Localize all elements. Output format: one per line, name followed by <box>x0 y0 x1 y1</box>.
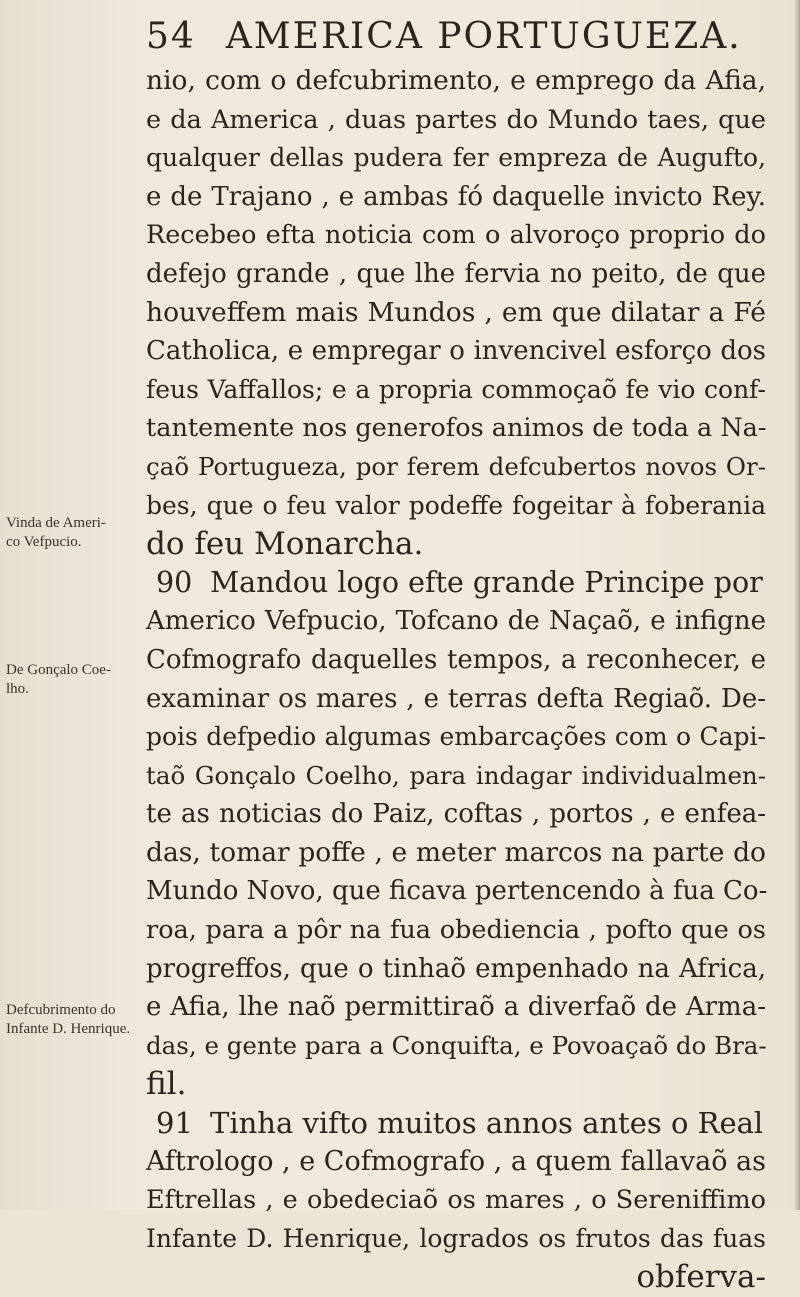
page-edge-shadow <box>794 0 800 1210</box>
marginal-note-infante-henrique <box>6 1001 130 1039</box>
text-line: examinar os mares , e terras defta Regiaõ. De- <box>146 683 766 714</box>
text-line: Aftrologo , e Cofmografo , a quem fallavaõ as <box>146 1145 766 1177</box>
marginal-note-goncalo-coelho <box>6 661 111 699</box>
running-title: AMERICA PORTUGUEZA. <box>225 16 742 57</box>
text-line: roa, para a pôr na fua obediencia , pofto que os <box>146 915 766 946</box>
page-body-text <box>146 62 766 1297</box>
text-line: Mundo Novo, que ficava pertencendo à fua Co- <box>146 876 768 907</box>
text-line: do feu Monarcha. <box>146 526 424 563</box>
paragraph-start-line <box>146 1104 766 1143</box>
paragraph-number: 90 <box>156 565 193 599</box>
text-line: das, e gente para a Conquifta, e Povoaçaõ do Bra- <box>146 1030 767 1060</box>
text-line: progreffos, que o tinhaõ empenhado na Africa, <box>146 953 766 984</box>
paragraph-number: 91 <box>156 1106 193 1141</box>
marginal-note-line: co Vefpucio. <box>6 534 82 550</box>
running-header <box>146 16 786 57</box>
marginal-note-line: Vinda de Ameri- <box>6 515 106 531</box>
text-line: tantemente nos generofos animos de toda a Na- <box>146 413 767 444</box>
marginal-note-line: Defcubrimento do <box>6 1002 116 1018</box>
text-line: fil. <box>146 1066 187 1103</box>
text-line: Tinha vifto muitos annos antes o Real <box>210 1106 764 1141</box>
text-line: e Afia, lhe naõ permittiraõ a diverfaõ de Arma- <box>146 992 766 1023</box>
marginal-note-line: lho. <box>6 681 29 697</box>
text-line: Eftrellas , e obedeciaõ os mares , o Sereniffimo <box>146 1185 766 1216</box>
text-line: Americo Vefpucio, Tofcano de Naçaõ, e infigne <box>146 606 766 637</box>
marginal-note-line: De Gonçalo Coe- <box>6 662 111 678</box>
text-line: qualquer dellas pudera fer empreza de Augufto, <box>146 143 766 173</box>
text-line: Infante D. Henrique, logrados os frutos das fuas <box>146 1223 766 1253</box>
text-line: defejo grande , que lhe fervia no peito, de que <box>146 258 766 289</box>
text-line: houveffem mais Mundos , em que dilatar a Fé <box>146 296 766 328</box>
text-line: Catholica, e empregar o invencivel esforço dos <box>146 336 766 367</box>
text-line: feus Vaffallos; e a propria commoçaõ fe vio conf- <box>146 374 766 404</box>
text-line: Cofmografo daquelles tempos, a reconhecer, e <box>146 644 766 675</box>
text-line: pois defpedio algumas embarcações com o Capi- <box>146 722 766 752</box>
text-line: çaõ Portugueza, por ferem defcubertos novos Or- <box>146 451 766 481</box>
text-line: te as noticias do Paiz, coftas , portos , e enfea- <box>146 799 766 830</box>
text-line: Mandou logo efte grande Principe por <box>210 565 763 599</box>
marginal-note-line: Infante D. Henrique. <box>6 1021 131 1037</box>
text-line: bes, que o feu valor podeffe fogeitar à foberania <box>146 490 766 520</box>
paragraph-start-line <box>146 564 766 603</box>
text-line: e de Trajano , e ambas fó daquelle invicto Rey. <box>146 181 766 212</box>
text-line: taõ Gonçalo Coelho, para indagar individualmen- <box>146 760 766 790</box>
text-line: nio, com o defcubrimento, e emprego da Afia, <box>146 65 766 96</box>
page-number: 54 <box>146 16 196 57</box>
marginal-note-vespucio <box>6 514 106 552</box>
catchword: obferva- <box>636 1259 766 1296</box>
text-line: das, tomar poffe , e meter marcos na parte do <box>146 836 766 868</box>
text-line: Recebeo efta noticia com o alvoroço proprio do <box>146 220 766 251</box>
text-line: e da America , duas partes do Mundo taes, que <box>146 104 766 135</box>
